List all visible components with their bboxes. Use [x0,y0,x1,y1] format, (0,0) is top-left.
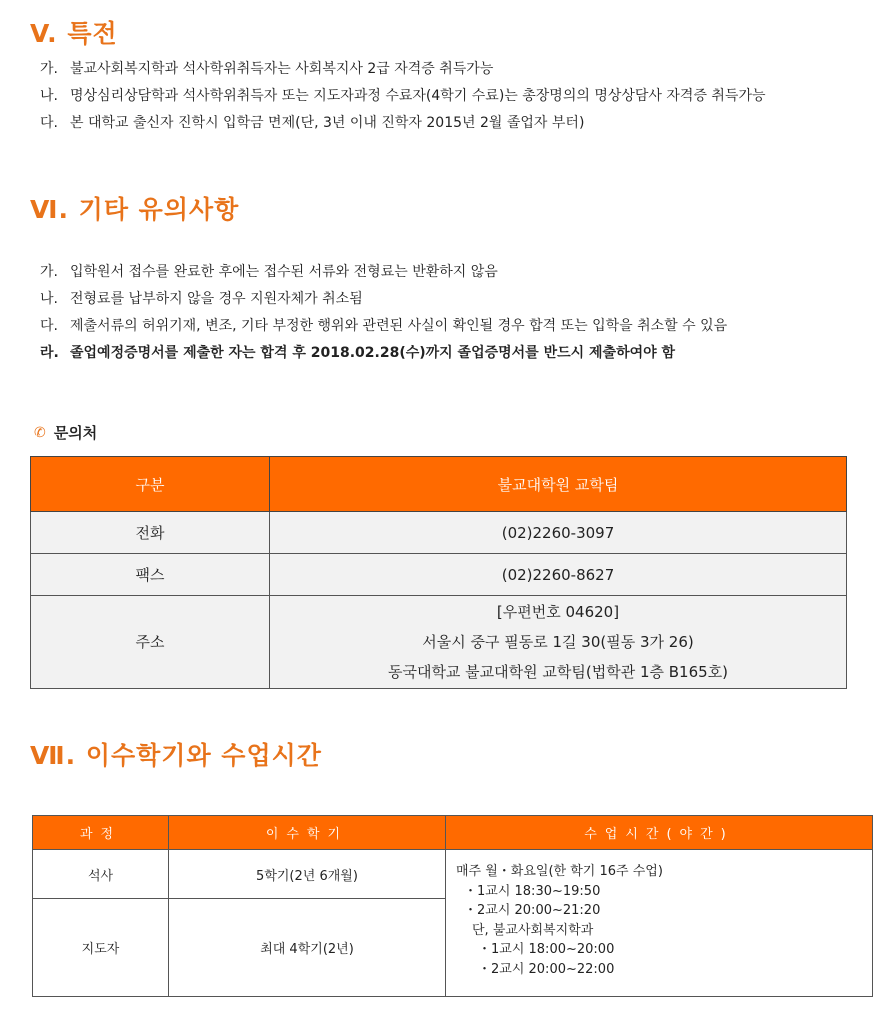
list-item [40,340,860,367]
list-item [40,56,860,83]
table-cell: 최대 4학기(2년) [169,899,446,997]
address-line: 동국대학교 불교대학원 교학팀(법학관 1층 B165호) [387,663,729,681]
table-cell: 지도자 [33,899,169,997]
contact-heading [34,422,97,443]
schedule-line: ・2교시 20:00~22:00 [478,961,615,977]
table-row [31,596,847,689]
list-marker: 라. [40,345,59,361]
contact-heading-label: 문의처 [53,424,98,442]
table-header-cell: 수업시간(야간) [446,816,873,850]
section-title-benefits: V. 특전 [30,19,118,48]
schedule-line: ・2교시 20:00~21:20 [464,903,601,918]
contact-table [30,456,847,689]
list-text: 입학원서 접수를 완료한 후에는 접수된 서류와 전형료는 반환하지 않음 [70,264,498,280]
table-header-row [31,457,847,512]
table-cell: 석사 [33,850,169,899]
schedule-line: ・1교시 18:30~19:50 [464,883,601,899]
schedule-line: 단, 불교사회복지학과 [472,922,594,938]
semester-table [32,815,873,997]
section-title-semesters: Ⅶ. 이수학기와 수업시간 [30,741,322,770]
list-marker: 나. [40,88,58,104]
list-text: 본 대학교 출신자 진학시 입학금 면제(단, 3년 이내 진학자 2015년 2월 졸업자 부터) [70,115,585,131]
benefits-list [40,56,860,137]
table-row [31,512,847,554]
table-header-row [33,816,873,850]
list-item [40,83,860,110]
list-text: 명상심리상담학과 석사학위취득자 또는 지도자과정 수료자(4학기 수료)는 총장명의의 명상상담사 자격증 취득가능 [70,88,766,104]
list-item [40,259,860,286]
schedule-line: 매주 월・화요일(한 학기 16주 수업) [456,864,663,879]
list-marker: 나. [40,291,58,307]
list-marker: 다. [40,318,58,334]
list-text: 제출서류의 허위기재, 변조, 기타 부정한 행위와 관련된 사실이 확인될 경우 합격 또는 입학을 취소할 수 있음 [70,318,728,334]
table-header-cell: 구분 [31,457,270,512]
table-cell: (02)2260-3097 [270,512,847,554]
list-marker: 가. [40,264,58,280]
phone-icon: ✆ [34,424,46,441]
list-text: 불교사회복지학과 석사학위취득자는 사회복지사 2급 자격증 취득가능 [70,61,494,77]
table-row [31,554,847,596]
section-title-notes: Ⅵ. 기타 유의사항 [30,195,240,224]
table-cell: 주소 [31,596,270,689]
table-header-cell: 불교대학원 교학팀 [270,457,847,512]
list-text: 졸업예정증명서를 제출한 자는 합격 후 2018.02.28(수)까지 졸업증명서를 반드시 제출하여야 함 [70,345,676,361]
address-line: [우편번호 04620] [496,603,620,621]
table-cell: (02)2260-8627 [270,554,847,596]
list-text: 전형료를 납부하지 않을 경우 지원자체가 취소됨 [70,291,363,307]
table-row [33,850,873,899]
table-cell: 전화 [31,512,270,554]
schedule-line: ・1교시 18:00~20:00 [478,942,615,957]
list-item [40,313,860,340]
list-item [40,110,860,137]
schedule-cell [446,850,873,997]
table-header-cell: 이수학기 [169,816,446,850]
list-item [40,286,860,313]
address-line: 서울시 중구 필동로 1길 30(필동 3가 26) [422,633,694,651]
table-header-cell: 과정 [33,816,169,850]
table-cell: 5학기(2년 6개월) [169,850,446,899]
list-marker: 다. [40,115,58,131]
table-cell-address [270,596,847,689]
table-cell: 팩스 [31,554,270,596]
notes-list [40,259,860,367]
list-marker: 가. [40,61,58,77]
